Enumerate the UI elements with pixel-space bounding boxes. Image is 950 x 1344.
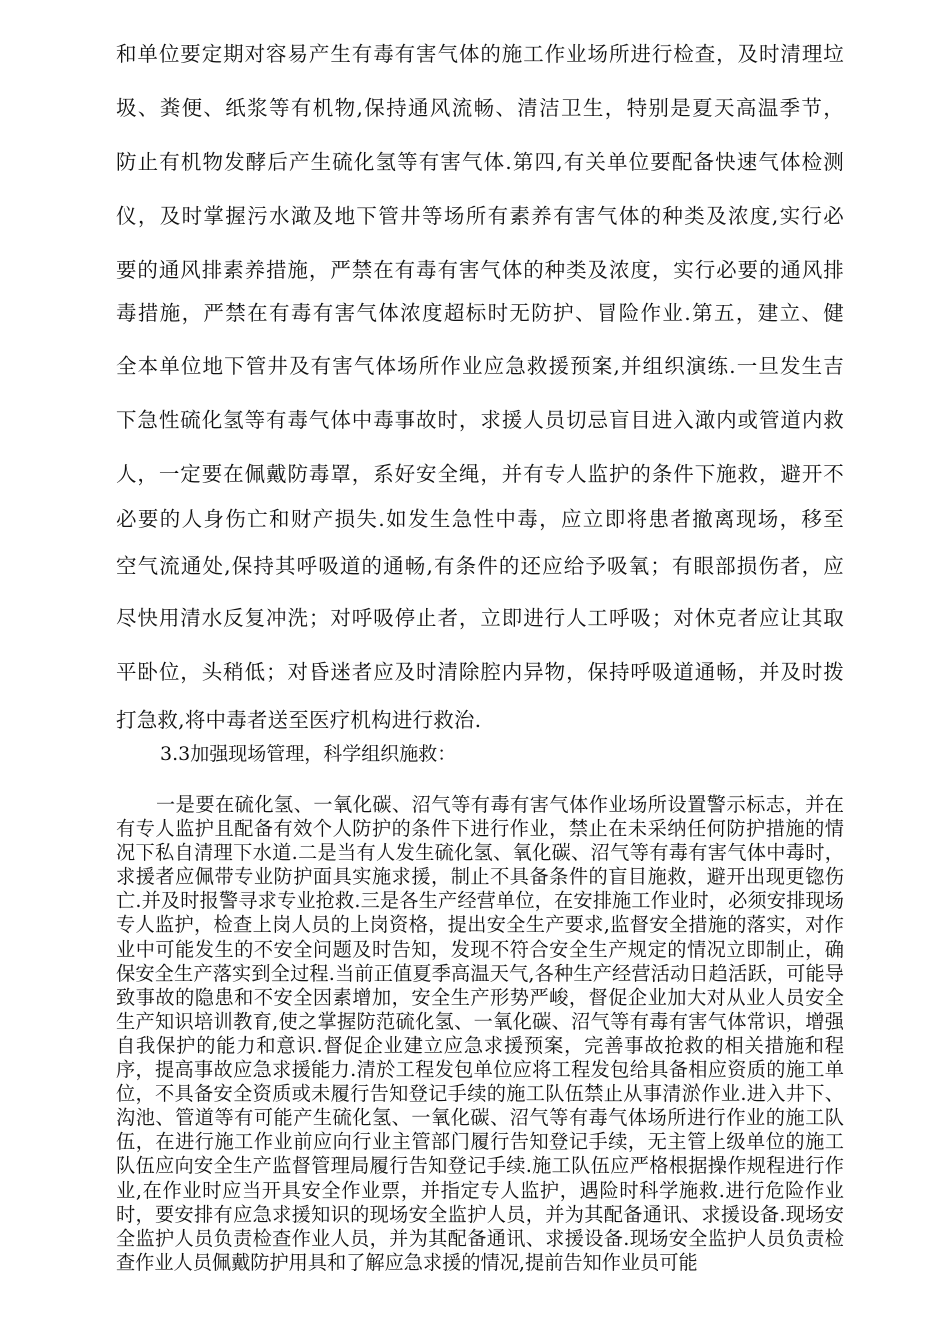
section-heading: 3.3加强现场管理，科学组织施救： xyxy=(160,743,457,765)
paragraph-line: 防止有机物发酵后产生硫化氢等有害气体.第四,有关单位要配备快速气体检测 xyxy=(116,150,844,174)
paragraph-line: 人，一定要在佩戴防毒罩，系好安全绳，并有专人监护的条件下施救，避开不 xyxy=(116,462,844,486)
paragraph-line: 空气流通处,保持其呼吸道的通畅,有条件的还应给予吸氧；有眼部损伤者，应 xyxy=(116,554,844,578)
paragraph-line: 和单位要定期对容易产生有毒有害气体的施工作业场所进行检查，及时清理垃 xyxy=(116,42,844,66)
section-body: 一是要在硫化氢、一氧化碳、沼气等有毒有害气体作业场所设置警示标志，并在有专人监护且配备有效个人防护的条件下进行作业，禁止在未采纳任何防护措施的情况下私自清理下水道.二是当有人发生硫化氢、氧化碳、沼气等有毒有害气体中毒时，求援者应佩带专业防护面具实施求援，制止不具备条件的盲目施救，避开出现更锪伤亡.并及时报警寻求专业抢救.三是各生产经营单位，在安排施工作业时，必须安排现场专人监护，检查上岗人员的上岗资格，提出安全生产要求,监督安全措施的落实，对作业中可能发生的不安全问题及时告知，发现不符合安全生产规定的情况立即制止，确保安全生产落实到全过程.当前正值夏季高温天气,各种生产经营活动日趋活跃，可能导致事故的隐患和不安全因素增加，安全生产形势严峻，督促企业加大对从业人员安全生产知识培训教育,使之掌握防范硫化氢、一氧化碳、沼气等有毒有害气体常识，增强自我保护的能力和意识.督促企业建立应急求援预案，完善事故抢救的相关措施和程序，提高事故应急求援能力.清於工程发包单位应将工程发包给具备相应资质的施工单位，不具备安全资质或未履行告知登记手续的施工队伍禁止从事清淤作业.进入井下、沟池、管道等有可能产生硫化氢、一氧化碳、沼气等有毒气体场所进行作业的施工队伍，在进行施工作业前应向行业主管部门履行告知登记手续，无主管上级单位的施工队伍应向安全生产监督管理局履行告知登记手续.施工队伍应严格根据操作规程进行作业,在作业时应当开具安全作业票，并指定专人监护，遇险时科学施救.进行危险作业时，要安排有应急求援知识的现场安全监护人员，并为其配备通讯、求援设备.现场安全监护人员负责检查作业人员，并为其配备通讯、求援设备.现场安全监护人员负责检查作业人员佩戴防护用具和了解应急求援的情况,提前告知作业员可能 xyxy=(116,793,844,1274)
paragraph-line: 下急性硫化氢等有毒气体中毒事故时，求援人员切忌盲目进入澉内或管道内救 xyxy=(116,408,844,432)
paragraph-line: 圾、粪便、纸浆等有机物,保持通风流畅、清洁卫生，特别是夏天高温季节， xyxy=(116,96,844,120)
paragraph-line: 毒措施，严禁在有毒有害气体浓度超标时无防护、冒险作业.第五，建立、健 xyxy=(116,301,844,325)
paragraph-line: 仪，及时掌握污水澉及地下管井等场所有素养有害气体的种类及浓度,实行必 xyxy=(116,204,844,228)
paragraph-line: 必要的人身伤亡和财产损失.如发生急性中毒，应立即将患者撤离现场，移至 xyxy=(116,507,844,531)
paragraph-line: 平卧位，头稍低；对昏迷者应及时清除腔内异物，保持呼吸道通畅，并及时拨 xyxy=(116,660,844,684)
paragraph-line: 要的通风排素养措施，严禁在有毒有害气体的种类及浓度，实行必要的通风排 xyxy=(116,258,844,282)
paragraph-line: 全本单位地下管井及有害气体场所作业应急救援预案,并组织演练.一旦发生吉 xyxy=(116,354,844,378)
paragraph-line: 打急救,将中毒者送至医疗机构进行救治. xyxy=(116,708,482,732)
paragraph-line: 尽快用清水反复冲洗；对呼吸停止者，立即进行人工呼吸；对休克者应让其取 xyxy=(116,606,844,630)
